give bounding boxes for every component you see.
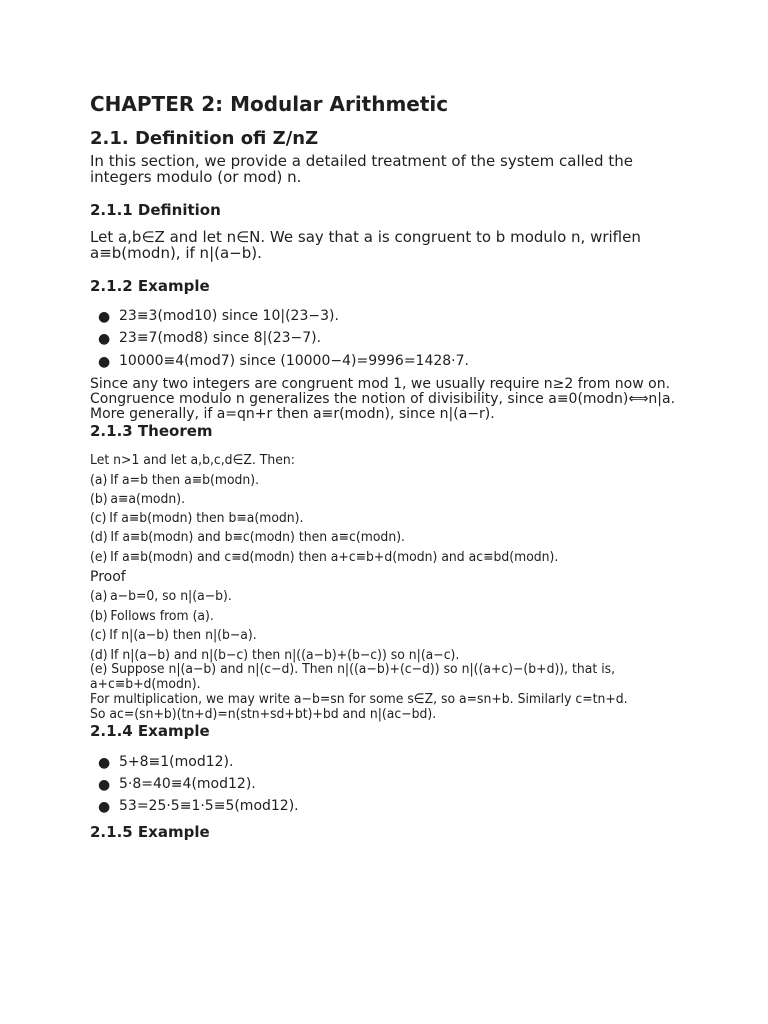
list-item: ● 5+8≡1(mod12). <box>98 754 234 771</box>
bullet-icon: ● <box>98 354 111 370</box>
intro-paragraph: In this section, we provide a detailed treatment of the system called the integers modulo (or mod) n. <box>90 152 633 186</box>
proof-item: (b) Follows from (a). <box>90 608 214 624</box>
definition-heading: 2.1.1 Definition <box>90 201 221 219</box>
theorem-item: (d) If a≡b(modn) and b≡c(modn) then a≡c(modn). <box>90 529 405 545</box>
proof-item: (a) a−b=0, so n|(a−b). <box>90 588 232 604</box>
proof-heading: Proof <box>90 569 126 585</box>
proof-item: (c) If n|(a−b) then n|(b−a). <box>90 627 257 643</box>
proof-item: (e) Suppose n|(a−b) and n|(c−d). Then n|((a−b)+(c−d)) so n|((a+c)−(b+d)), that is, a+c≡b+d(modn). <box>90 661 616 692</box>
list-item: ● 10000≡4(mod7) since (10000−4)=9996=1428·7. <box>98 353 469 370</box>
theorem-lead: Let n>1 and let a,b,c,d∈Z. Then: <box>90 452 295 468</box>
list-item: ● 23≡7(mod8) since 8|(23−7). <box>98 330 322 347</box>
proof-multiplication: For multiplication, we may write a−b=sn for some s∈Z, so a=sn+b. Similarly c=tn+d. So ac=(sn+b)(tn+d)=n(stn+sd+bt)+bd and n|(ac−bd). <box>90 691 628 722</box>
example-heading: 2.1.4 Example <box>90 722 210 740</box>
theorem-item: (b) a≡a(modn). <box>90 491 186 507</box>
section-title: 2.1. Definition ofi Z/nZ <box>90 128 319 149</box>
example-heading: 2.1.2 Example <box>90 277 210 295</box>
list-item: ● 5·8=40≡4(mod12). <box>98 776 256 793</box>
remark-paragraph: Since any two integers are congruent mod 1, we usually require n≥2 from now on. Congruence modulo n generalizes the notion of divisibility, since a≡0(modn)⟺n|a. More generally, if a=qn+r then a≡r(modn), since n|(a−r). <box>90 376 676 422</box>
example-heading: 2.1.5 Example <box>90 823 210 841</box>
theorem-item: (a) If a=b then a≡b(modn). <box>90 472 260 488</box>
bullet-icon: ● <box>98 777 111 793</box>
bullet-icon: ● <box>98 309 111 325</box>
theorem-item: (c) If a≡b(modn) then b≡a(modn). <box>90 510 304 526</box>
theorem-item: (e) If a≡b(modn) and c≡d(modn) then a+c≡b+d(modn) and ac≡bd(modn). <box>90 549 559 565</box>
bullet-icon: ● <box>98 799 111 815</box>
list-item: ● 53=25·5≡1·5≡5(mod12). <box>98 798 299 815</box>
theorem-heading: 2.1.3 Theorem <box>90 422 213 440</box>
proof-item: (d) If n|(a−b) and n|(b−c) then n|((a−b)+(b−c)) so n|(a−c). <box>90 647 460 663</box>
chapter-title: CHAPTER 2: Modular Arithmetic <box>90 92 449 116</box>
bullet-icon: ● <box>98 755 111 771</box>
bullet-icon: ● <box>98 331 111 347</box>
definition-text: Let a,b∈Z and let n∈N. We say that a is congruent to b modulo n, wriflen a≡b(modn), if n|(a−b). <box>90 228 641 262</box>
list-item: ● 23≡3(mod10) since 10|(23−3). <box>98 308 339 325</box>
